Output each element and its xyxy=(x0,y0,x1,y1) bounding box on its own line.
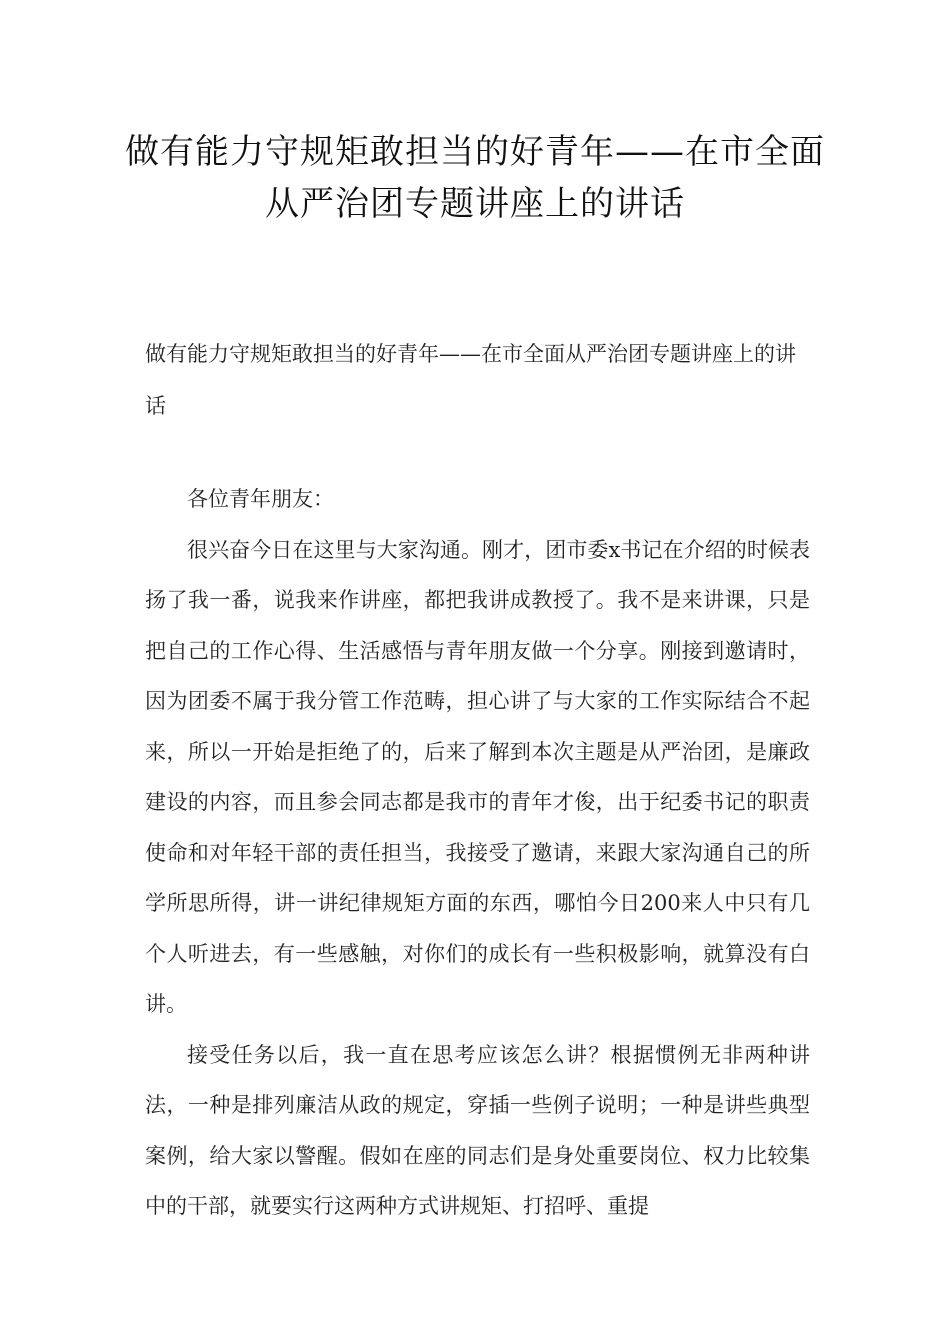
greeting-paragraph: 各位青年朋友： xyxy=(187,487,334,511)
body-paragraph-1: 很兴奋今日在这里与大家沟通。刚才，团市委x书记在介绍的时候表扬了我一番，说我来作讲座，都把我讲成教授了。我不是来讲课，只是把自己的工作心得、生活感悟与青年朋友做一个分享。刚接到邀请时，因为团委不属于我分管工作范畴，担心讲了与大家的工作实际结合不起来，所以一开始是拒绝了的，后来了解到本次主题是从严治团，是廉政建设的内容，而且参会同志都是我市的青年才俊，出于纪委书记的职责使命和对年轻干部的责任担当，我接受了邀请，来跟大家沟通自己的所学所思所得，讲一讲纪律规矩方面的东西，哪怕今日200来人中只有几个人听进去，有一些感触，对你们的成长有一些积极影响，就算没有白讲。 xyxy=(145,537,810,1016)
body-paragraph-2: 接受任务以后，我一直在思考应该怎么讲？根据惯例无非两种讲法，一种是排列廉洁从政的规定，穿插一些例子说明；一种是讲些典型案例，给大家以警醒。假如在座的同志们是身处重要岗位、权力比较集中的干部，就要实行这两种方式讲规矩、打招呼、重提 xyxy=(145,1042,810,1218)
document-title: 做有能力守规矩敢担当的好青年——在市全面从严治团专题讲座上的讲话 xyxy=(125,132,825,224)
document-body xyxy=(145,474,810,1232)
document-subtitle: 做有能力守规矩敢担当的好青年——在市全面从严治团专题讲座上的讲话 xyxy=(145,342,796,418)
